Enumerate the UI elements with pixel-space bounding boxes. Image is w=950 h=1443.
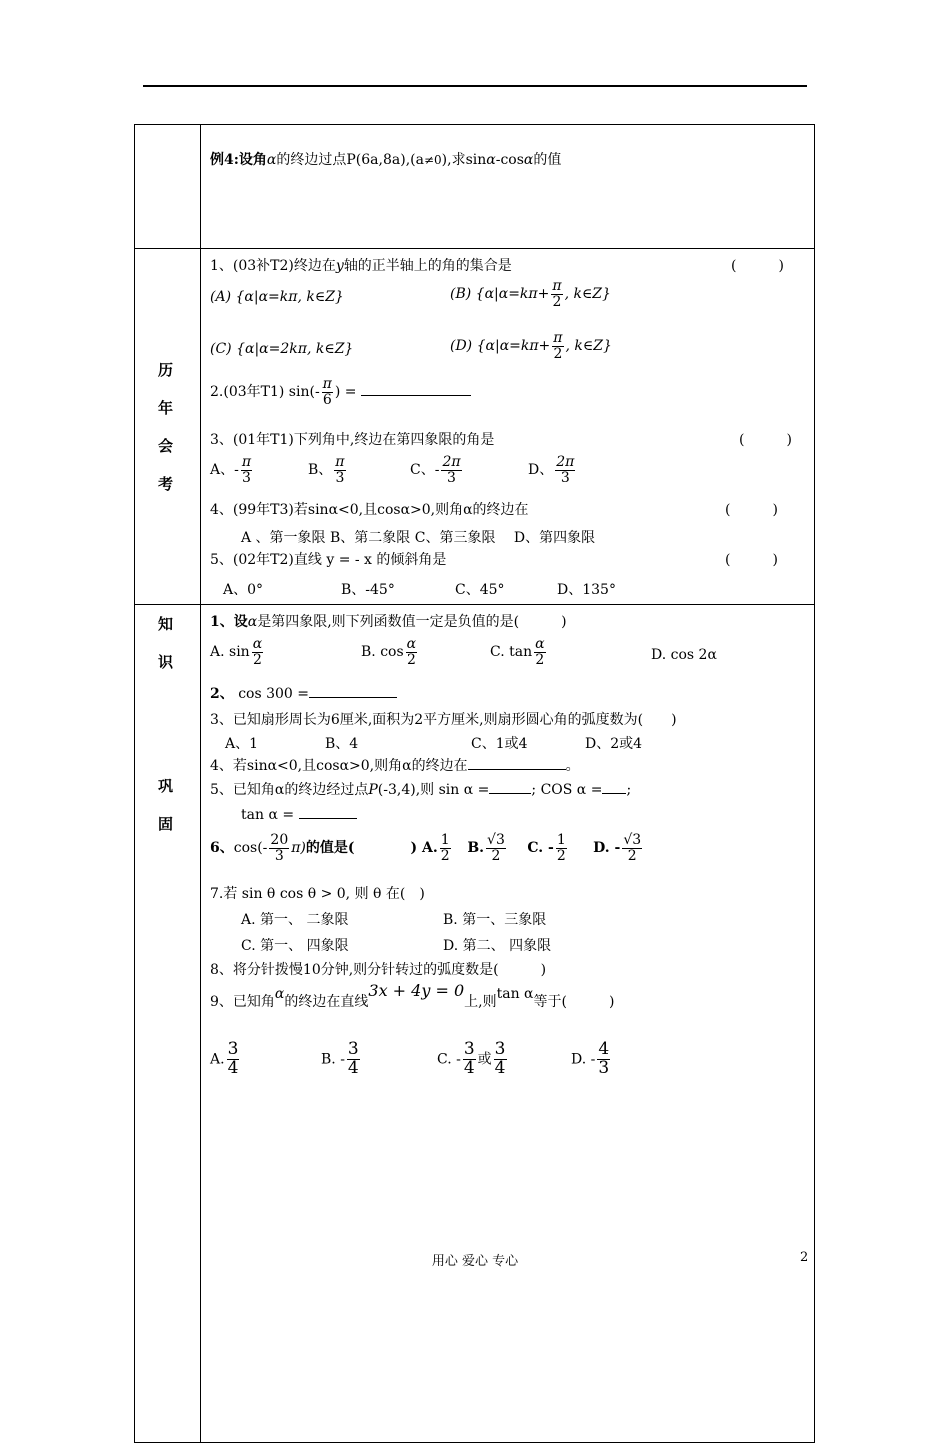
know-q4-answer-blank[interactable] [468,769,566,770]
past-q1-answer-paren[interactable]: ( ) [731,258,784,274]
past-q1-opt-a: (A) {α|α=kπ, k∈Z} [210,289,344,305]
past-q1: 1、(03补T2)终边在y轴的正半轴上的角的集合是 [210,258,512,274]
fraction: $\frac{\pi}{2}$ [553,330,563,362]
past-exams-cell [201,249,815,605]
past-q4-options: A 、第一象限 B、第二象限 C、第三象限 D、第四象限 [241,530,596,546]
knowledge-cell [201,605,815,1443]
past-q3-answer-paren[interactable]: ( ) [739,432,792,448]
example4-label: 例4:设角 [210,152,267,168]
past-q3: 3、(01年T1)下列角中,终边在第四象限的角是 [210,432,495,448]
header-rule [143,85,807,87]
past-q1-opt-b: (B) {α|α=kπ+ $\frac{\pi}{2}$ , k∈Z} [450,278,611,310]
knowledge-row [135,605,815,1443]
know-q1-opt-c: C. tan $\frac{\alpha}{2}$ [490,636,545,668]
past-q3-opt-d: D、 $\frac{2\pi}{3}$ [528,454,575,486]
empty-side-cell [135,125,201,249]
past-q3-opt-c: C、- $\frac{2\pi}{3}$ [410,454,461,486]
know-q5-tan: tan α = [241,807,357,823]
know-q5: 5、已知角α的终边经过点P(-3,4),则 sin α = ; COS α = ; [210,782,632,798]
know-q7: 7.若 sin θ cos θ > 0, 则 θ 在( ) [210,886,425,902]
past-q4: 4、(99年T3)若sinα<0,且cosα>0,则角α的终边在 [210,502,529,518]
past-q5-opt-b: B、-45° [341,582,395,598]
know-q3: 3、已知扇形周长为6厘米,面积为2平方厘米,则扇形圆心角的弧度数为( ) [210,712,677,728]
fraction: $\frac{\pi}{2}$ [552,278,562,310]
past-q5: 5、(02年T2)直线 y = - x 的倾斜角是 [210,552,447,568]
know-q9: 9、已知角α的终边在直线3x + 4y = 0上,则tan α等于( ) [210,981,615,1010]
page-number: 2 [800,1250,809,1265]
past-exams-label-2: 会考 [157,436,191,493]
past-q3-opt-a: A、- $\frac{\pi}{3}$ [210,454,252,486]
past-q5-opt-d: D、135° [557,582,616,598]
know-q3-opt-c: C、1或4 [471,736,528,752]
past-q1-opt-c: (C) {α|α=2kπ, k∈Z} [210,341,354,357]
know-q1-opt-a: A. sin $\frac{\alpha}{2}$ [210,636,263,668]
footer-slogan: 用心 爱心 专心 [431,1254,519,1269]
past-q4-answer-paren[interactable]: ( ) [725,502,778,518]
past-q2-answer-blank[interactable] [361,395,471,396]
fraction: $\frac{\pi}{6}$ [322,376,332,408]
past-q1-opt-d: (D) {α|α=kπ+ $\frac{\pi}{2}$ , k∈Z} [450,330,612,362]
know-q1-opt-b: B. cos $\frac{\alpha}{2}$ [361,636,417,668]
past-exams-row [135,249,815,605]
past-exams-label-cell [135,249,201,605]
know-q9-opt-c: C. - $\frac{3}{4}$ 或 $\frac{3}{4}$ [437,1039,506,1078]
know-q7-opt-c: C. 第一、 四象限 [241,938,349,954]
past-q5-opt-a: A、0° [223,582,264,598]
know-q3-opt-b: B、4 [325,736,359,752]
know-q8: 8、将分针拨慢10分钟,则分针转过的弧度数是( ) [210,962,547,978]
past-q3-opt-b: B、 $\frac{\pi}{3}$ [308,454,345,486]
know-q7-opt-b: B. 第一、三象限 [443,912,547,928]
know-q1: 1、设α是第四象限,则下列函数值一定是负值的是( ) [210,614,567,630]
know-q9-opt-b: B. - $\frac{3}{4}$ [321,1039,359,1078]
knowledge-label-cell [135,605,201,1443]
know-q7-opt-d: D. 第二、 四象限 [443,938,552,954]
past-exams-label-1: 历年 [157,360,191,417]
past-q5-answer-paren[interactable]: ( ) [725,552,778,568]
know-q2: 2、 cos 300 = [210,683,397,703]
know-q3-opt-d: D、2或4 [585,736,643,752]
past-q2: 2.(03年T1) sin(- $\frac{\pi}{6}$ ) = [210,377,471,407]
know-q5-sin-blank[interactable] [489,793,531,794]
know-q4: 4、若sinα<0,且cosα>0,则角α的终边在 。 [210,758,580,774]
know-q1-opt-d: D. cos 2α [651,647,717,663]
know-q6: 6、cos(- $\frac{20}{3}$ π)的值是( ) A. $\frac{1}{2}$ B. $\frac{√3}{2}$ C. - $\frac{1}{2}$ D. - $\frac{√3}{2}$ [210,832,642,864]
knowledge-label-2: 巩固 [157,777,191,833]
know-q5-cos-blank[interactable] [602,793,626,794]
know-q9-opt-d: D. - $\frac{4}{3}$ [571,1039,610,1078]
know-q5-tan-blank[interactable] [299,818,357,819]
knowledge-label-1: 知识 [157,615,191,671]
example-row [135,125,815,249]
know-q3-opt-a: A、1 [225,736,259,752]
past-q5-opt-c: C、45° [455,582,505,598]
know-q2-answer-blank[interactable] [309,697,397,698]
worksheet-table [134,124,815,1443]
know-q7-opt-a: A. 第一、 二象限 [241,912,349,928]
example4-cell [201,125,815,249]
know-q9-opt-a: A. $\frac{3}{4}$ [210,1039,239,1078]
example4-text: 例4:设角α的终边过点P(6a,8a),(a≠0),求sinα-cosα的值 [210,152,562,168]
